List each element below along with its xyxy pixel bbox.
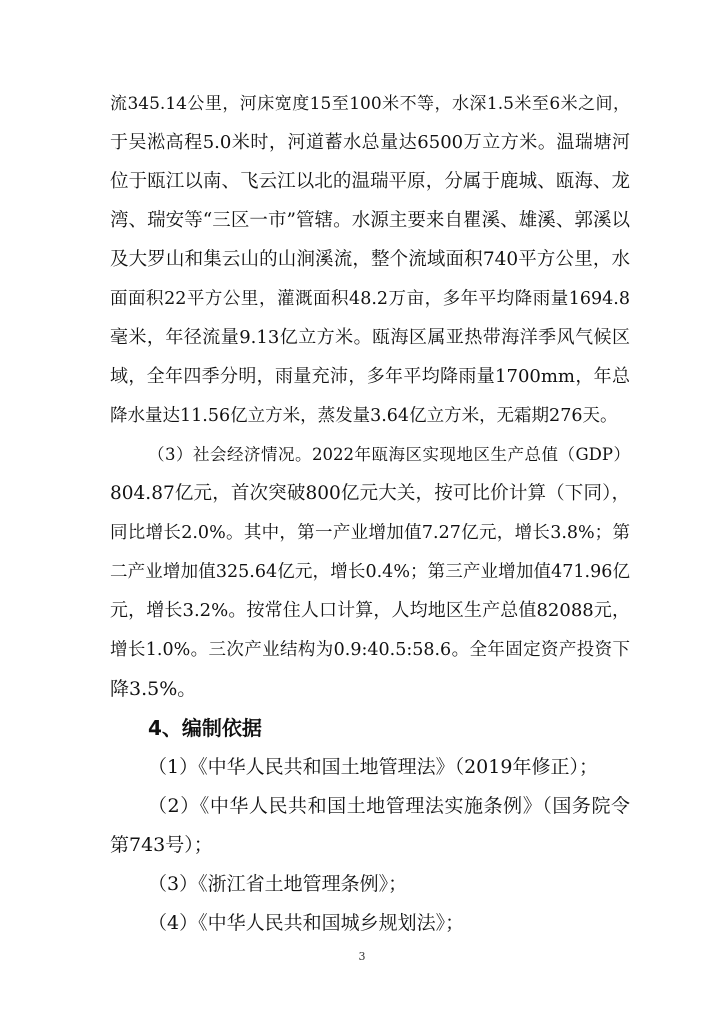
- hydrology-line: 湾、瑞安等“三区一市”管辖。水源主要来自瞿溪、雄溪、郭溪以: [110, 210, 630, 231]
- hydrology-line: 流345.14公里，河床宽度15至100米不等，水深1.5米至6米之间，: [110, 94, 630, 114]
- economy-line: 元，增长3.2%。按常住人口计算，人均地区生产总值82088元，: [110, 600, 630, 621]
- basis-item: （1）《中华人民共和国土地管理法》（2019年修正）；: [148, 756, 598, 778]
- page-number: 3: [358, 950, 366, 963]
- economy-line: 804.87亿元，首次突破800亿元大关，按可比价计算（下同），: [110, 483, 630, 504]
- basis-item: （2）《中华人民共和国土地管理法实施条例》（国务院令: [148, 795, 630, 817]
- hydrology-line: 毫米，年径流量9.13亿立方米。瓯海区属亚热带海洋季风气候区: [110, 327, 630, 348]
- economy-line: 增长1.0%。三次产业结构为0.9:40.5:58.6。全年固定资产投资下: [110, 640, 630, 660]
- economy-line: （3）社会经济情况。2022年瓯海区实现地区生产总值（GDP）: [148, 445, 630, 464]
- basis-item: （3）《浙江省土地管理条例》；: [148, 873, 408, 895]
- hydrology-line: 及大罗山和集云山的山涧溪流，整个流域面积740平方公里，水: [110, 249, 630, 270]
- hydrology-line: 位于瓯江以南、飞云江以北的温瑞平原，分属于鹿城、瓯海、龙: [110, 171, 630, 192]
- economy-line: 降3.5%。: [110, 678, 197, 700]
- hydrology-line: 面面积22平方公里，灌溉面积48.2万亩，多年平均降雨量1694.8: [110, 289, 630, 309]
- economy-line: 同比增长2.0%。其中，第一产业增加值7.27亿元，增长3.8%；第: [110, 523, 630, 543]
- basis-item-continuation: 第743号）；: [110, 834, 213, 856]
- hydrology-line: 域，全年四季分明，雨量充沛，多年平均降雨量1700mm，年总: [110, 366, 630, 387]
- hydrology-line: 降水量达11.56亿立方米，蒸发量3.64亿立方米，无霜期276天。: [110, 406, 618, 426]
- section-heading: 4、编制依据: [148, 716, 262, 740]
- basis-item: （4）《中华人民共和国城乡规划法》；: [148, 912, 465, 934]
- economy-line: 二产业增加值325.64亿元，增长0.4%；第三产业增加值471.96亿: [110, 562, 630, 582]
- hydrology-line: 于吴淞高程5.0米时，河道蓄水总量达6500万立方米。温瑞塘河: [110, 132, 630, 153]
